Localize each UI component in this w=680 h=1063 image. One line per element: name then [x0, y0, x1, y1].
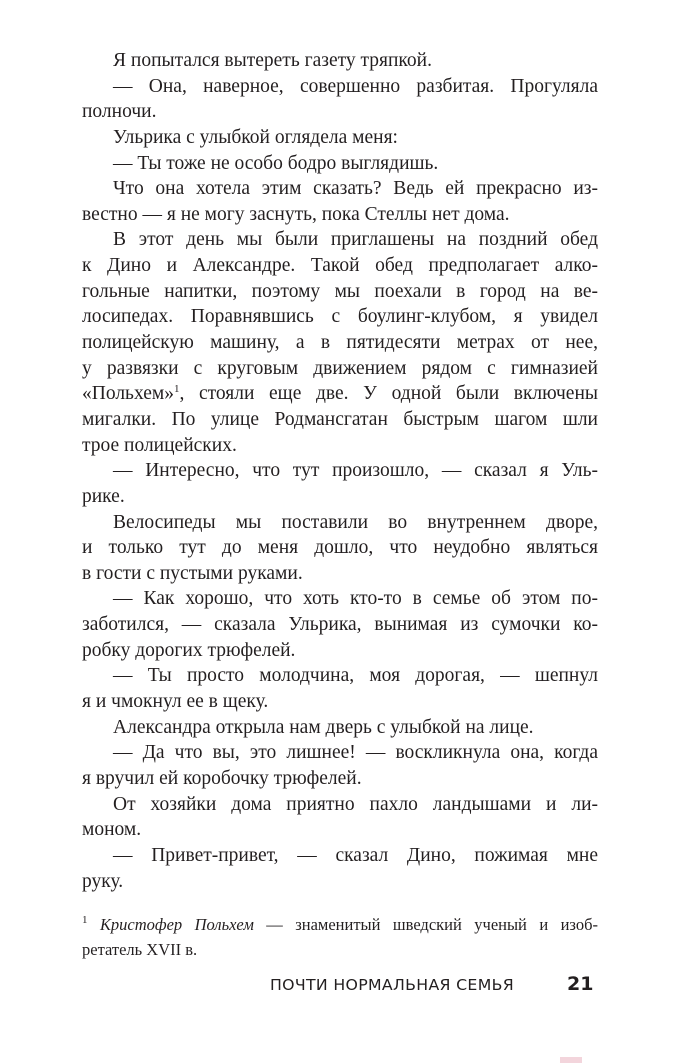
line-text: — Ты тоже не особо бодро выглядишь.	[113, 152, 439, 174]
line-text: В этот день мы были приглашены на поздний обед	[113, 229, 598, 251]
text-line	[82, 510, 598, 536]
line-text: полночи.	[82, 101, 157, 123]
line-text: робку дорогих трюфелей.	[82, 639, 296, 661]
text-line	[82, 458, 598, 484]
text-line	[82, 407, 598, 433]
line-text: в гости с пустыми руками.	[82, 562, 303, 584]
footnote-line: ретатель XVII в.	[82, 940, 198, 959]
line-text: , стояли еще две. У одной были включены	[179, 383, 598, 405]
text-line	[82, 433, 598, 459]
line-text: — Ты просто молодчина, моя дорогая, — шепнул	[113, 665, 598, 687]
footnote-ref[interactable]: 1	[173, 383, 180, 396]
line-text: — Интересно, что тут произошло, — сказал я Уль-	[113, 460, 598, 482]
text-line	[82, 843, 598, 869]
running-title: ПОЧТИ НОРМАЛЬНАЯ СЕМЬЯ	[270, 976, 514, 994]
text-line	[82, 356, 598, 382]
text-line	[82, 125, 598, 151]
text-line	[82, 715, 598, 741]
footnote-text: — знаменитый шведский ученый и изоб-	[253, 915, 598, 934]
text-line	[82, 253, 598, 279]
line-text: к Дино и Александре. Такой обед предполагает алко-	[82, 255, 598, 277]
text-line	[82, 227, 598, 253]
body-text	[82, 48, 598, 894]
line-text: — Привет-привет, — сказал Дино, пожимая мне	[113, 844, 598, 866]
text-line	[82, 151, 598, 177]
footnote-marker: 1	[82, 914, 88, 926]
line-text: у развязки с круговым движением рядом с гимназией	[82, 357, 598, 379]
text-line	[82, 689, 598, 715]
text-line	[82, 99, 598, 125]
line-text: «Польхем»	[82, 383, 174, 405]
line-text: гольные напитки, поэтому мы поехали в город на ве-	[82, 280, 598, 302]
text-line	[82, 612, 598, 638]
text-line	[82, 484, 598, 510]
line-text: полицейскую машину, а в пятидесяти метрах от нее,	[82, 332, 598, 354]
line-text: моном.	[82, 819, 142, 841]
line-text: руку.	[82, 870, 124, 892]
text-line	[82, 535, 598, 561]
text-line	[82, 638, 598, 664]
text-line	[82, 766, 598, 792]
line-text: Велосипеды мы поставили во внутреннем дворе,	[113, 511, 598, 533]
line-text: вестно — я не могу заснуть, пока Стеллы нет дома.	[82, 203, 510, 225]
text-line	[82, 381, 598, 407]
line-text: От хозяйки дома приятно пахло ландышами и ли-	[113, 793, 598, 815]
line-text: лосипедах. Поравнявшись с боулинг-клубом, я увидел	[82, 306, 598, 328]
line-text: заботился, — сказала Ульрика, вынимая из сумочки ко-	[82, 614, 598, 636]
footnote-line	[82, 912, 598, 937]
text-line	[82, 279, 598, 305]
text-line	[82, 48, 598, 74]
line-text: я вручил ей коробочку трюфелей.	[82, 767, 362, 789]
line-text: Что она хотела этим сказать? Ведь ей прекрасно из-	[113, 178, 598, 200]
line-text: Я попытался вытереть газету тряпкой.	[113, 50, 432, 71]
footnote-name: Кристофер Польхем	[99, 915, 254, 934]
page-number: 21	[567, 973, 594, 995]
text-line	[82, 202, 598, 228]
line-text: — Как хорошо, что хоть кто-то в семье об этом по-	[113, 588, 598, 610]
text-line	[82, 740, 598, 766]
line-text: трое полицейских.	[82, 434, 237, 456]
text-line	[82, 176, 598, 202]
line-text: мигалки. По улице Родмансгатан быстрым шагом шли	[82, 408, 598, 430]
line-text: я и чмокнул ее в щеку.	[82, 691, 269, 713]
text-line	[82, 792, 598, 818]
text-line	[82, 330, 598, 356]
text-line	[82, 663, 598, 689]
line-text: — Да что вы, это лишнее! — воскликнула она, когда	[113, 742, 598, 764]
line-text: — Она, наверное, совершенно разбитая. Прогуляла	[113, 75, 598, 97]
text-line	[82, 561, 598, 587]
text-line	[82, 304, 598, 330]
line-text: Ульрика с улыбкой оглядела меня:	[113, 126, 398, 148]
text-line	[82, 817, 598, 843]
text-line	[82, 74, 598, 100]
text-line	[82, 869, 598, 895]
line-text: Александра открыла нам дверь с улыбкой на лице.	[113, 716, 534, 738]
scan-mark	[560, 1057, 582, 1063]
line-text: рике.	[82, 485, 125, 507]
line-text: и только тут до меня дошло, что неудобно являться	[82, 537, 598, 559]
text-line	[82, 586, 598, 612]
footnote	[82, 912, 598, 962]
